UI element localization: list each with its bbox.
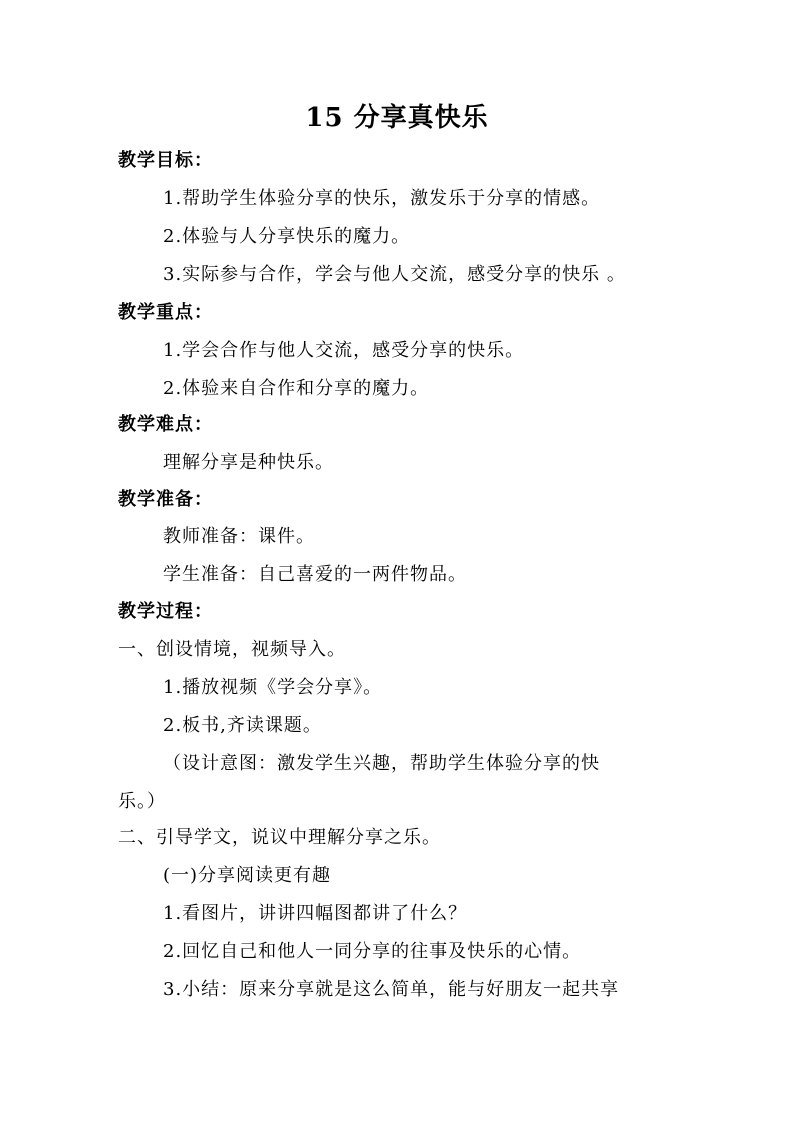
design-note-line: 乐。） (118, 791, 166, 812)
paragraph-line: 1.学会合作与他人交流，感受分享的快乐。 (163, 340, 525, 361)
paragraph-line: 2.回忆自己和他人一同分享的往事及快乐的心情。 (163, 941, 582, 962)
paragraph-line: 1.帮助学生体验分享的快乐，激发乐于分享的情感。 (163, 188, 601, 209)
paragraph-line: 3.小结：原来分享就是这么简单，能与好朋友一起共享 (163, 979, 620, 1000)
paragraph-line: 2.体验与人分享快乐的魔力。 (163, 226, 411, 247)
paragraph-line: 2.板书,齐读课题。 (163, 715, 322, 736)
section-heading-objectives: 教学目标： (118, 150, 213, 171)
paragraph-line: 理解分享是种快乐。 (163, 452, 334, 473)
section-heading-key-points: 教学重点： (118, 302, 213, 323)
paragraph-line: 二、引导学文，说议中理解分享之乐。 (118, 827, 441, 848)
section-heading-process: 教学过程： (118, 601, 213, 622)
paragraph-line: 一、创设情境，视频导入。 (118, 639, 346, 660)
paragraph-line: 学生准备：自己喜爱的一两件物品。 (163, 564, 467, 585)
design-note-line: （设计意图：激发学生兴趣，帮助学生体验分享的快 (163, 753, 600, 774)
paragraph-line: 3.实际参与合作，学会与他人交流，感受分享的快乐 。 (163, 264, 626, 285)
paragraph-line: 1.看图片，讲讲四幅图都讲了什么？ (163, 903, 468, 924)
paragraph-line: 教师准备：课件。 (163, 526, 315, 547)
section-heading-preparation: 教学准备： (118, 489, 213, 510)
paragraph-line: 1.播放视频《学会分享》。 (163, 677, 383, 698)
paragraph-line: 2.体验来自合作和分享的魔力。 (163, 378, 430, 399)
paragraph-line: (一)分享阅读更有趣 (163, 865, 332, 886)
page-title: 15 分享真快乐 (305, 103, 489, 133)
section-heading-difficulties: 教学难点： (118, 414, 213, 435)
